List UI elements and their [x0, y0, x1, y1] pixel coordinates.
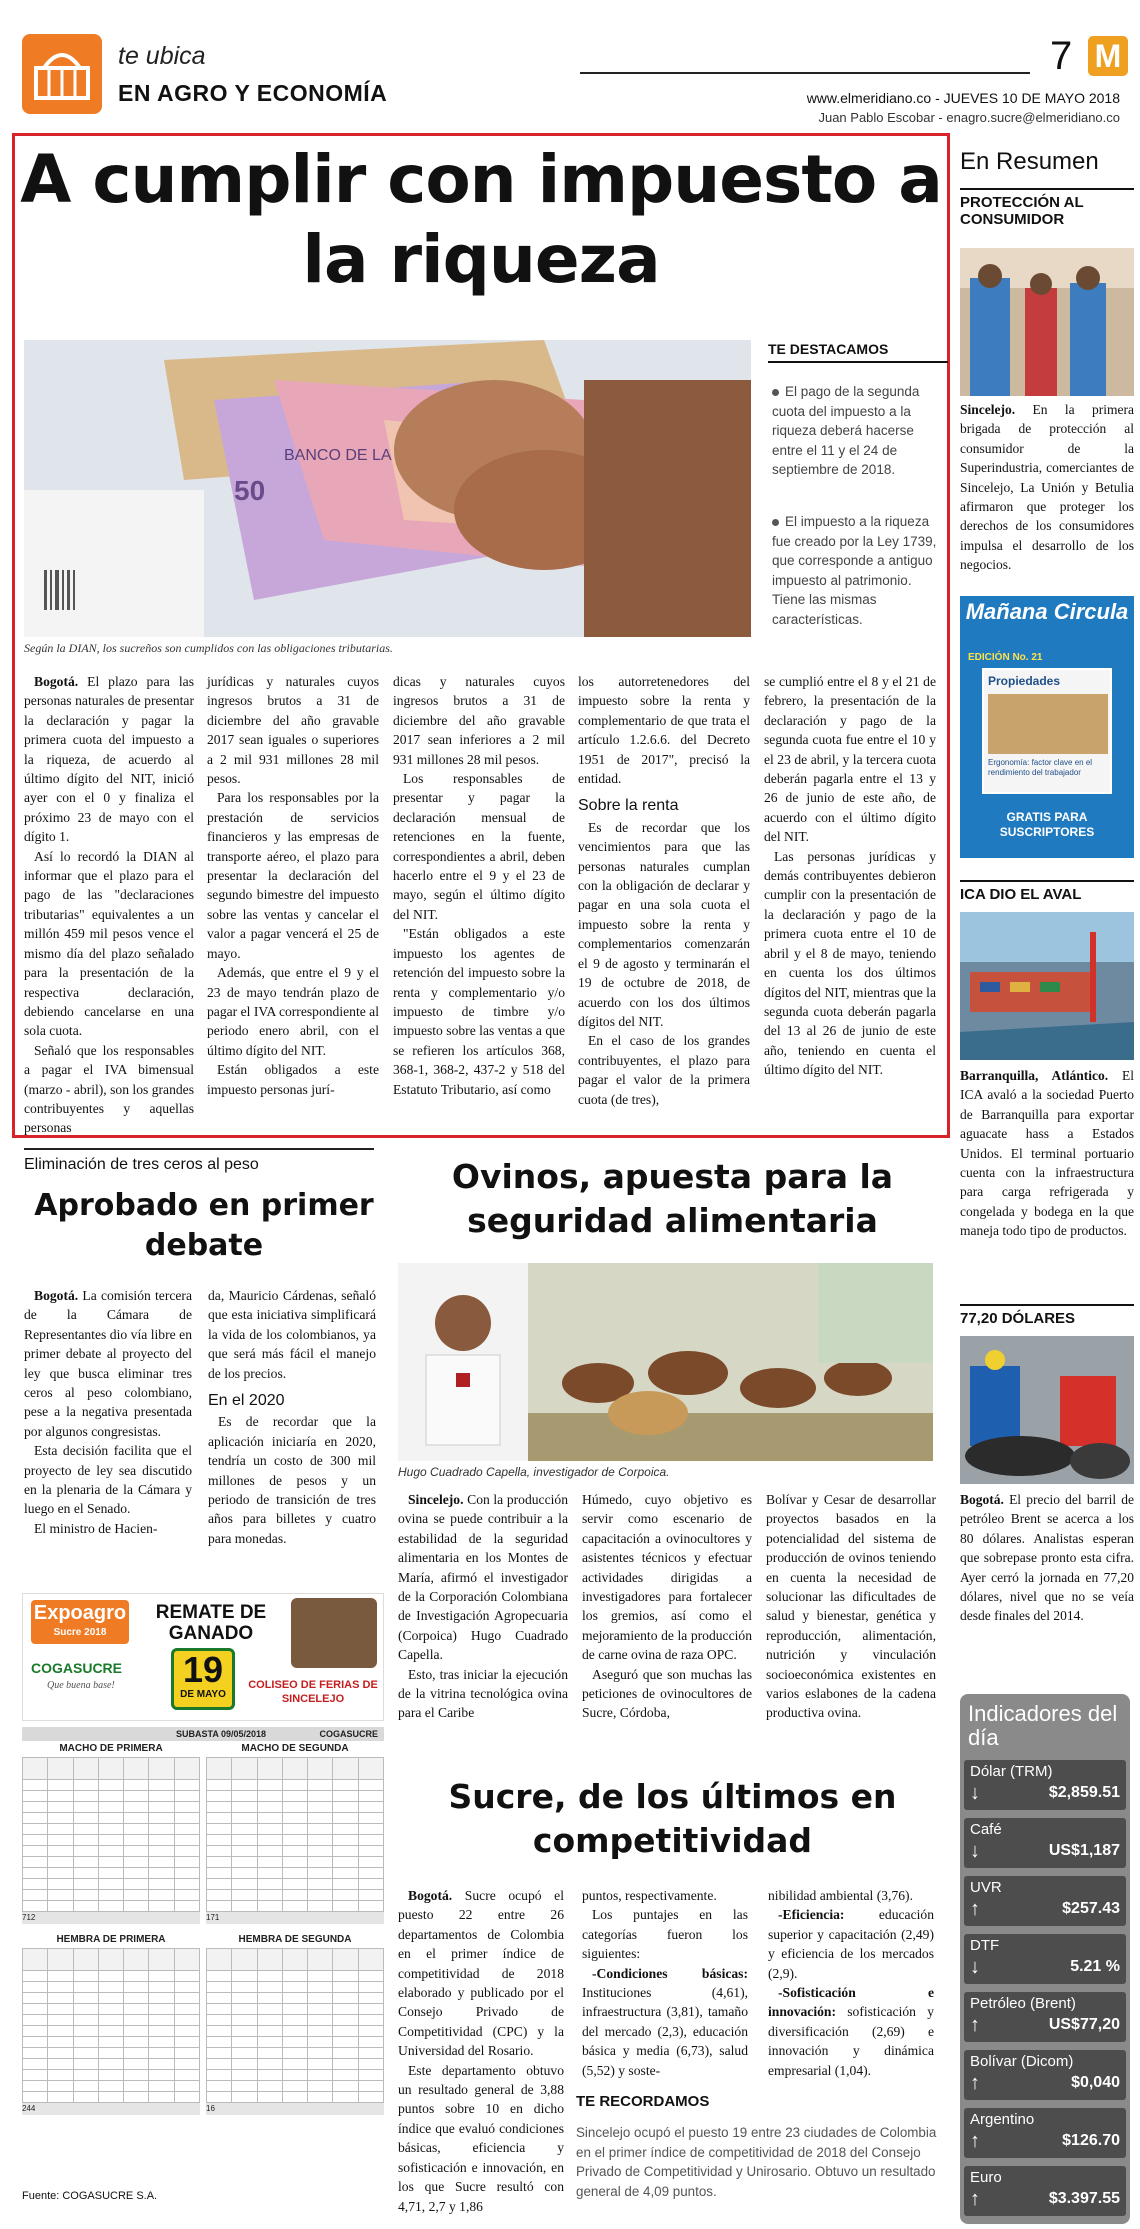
magazine-photo	[988, 694, 1108, 754]
cattle-photo	[291, 1598, 377, 1668]
table-group-title: MACHO DE SEGUNDA	[241, 1743, 349, 1754]
indicator-name: Euro	[970, 2169, 1002, 2186]
promo-title: Mañana Circula	[965, 599, 1129, 624]
indicators-title: Indicadores del día	[968, 1701, 1118, 1750]
cogasucre-logo: COGASUCRE	[31, 1660, 123, 1676]
bullet-icon	[772, 519, 779, 526]
indicator-row	[964, 1876, 1126, 1926]
auction-results-table	[22, 1727, 384, 2183]
indicator-value: $126.70	[1062, 2132, 1120, 2149]
indicator-value: $2,859.51	[1048, 1784, 1120, 1801]
indicator-name: DTF	[970, 1937, 1000, 1954]
sheep-photo	[398, 1263, 933, 1461]
indicator-value: $3.397.55	[1048, 2190, 1120, 2207]
main-article-column-3: dicas y naturales cuyos ingresos brutos a 31 de diciembre del año gravable 2017 sean inferiores a 2 mil 931 millones 28 mil pesos. Los responsables de presentar y pagar la declaración mensual de retenciones en la fuente, correspondientes a abril, deben hacerlo entre el 9 y el 23 de mayo, según el último dígito del NIT. "Están obligados a este impuesto los agentes de retención del impuesto sobre la renta y complementario y/o impuesto de timbre y/o impuesto sobre las ventas a que se refieren los artículos 368, 368-1, 368-2, 437-2 y 518 del Estatuto Tributario, así como	[393, 674, 565, 1097]
svg-text:BANCO DE LA: BANCO DE LA	[284, 447, 392, 464]
ad-headline: REMATE DE GANADO	[155, 1602, 267, 1644]
expoagro-logo: Expoagro Sucre 2018	[31, 1600, 129, 1644]
section-logo-basket-icon	[22, 34, 102, 114]
promo-edition: EDICIÓN No. 21	[968, 652, 1043, 663]
price-table	[22, 1757, 200, 1912]
indicator-name: Petróleo (Brent)	[970, 1995, 1076, 2012]
section-pre-label: te ubica	[118, 42, 206, 70]
highlight-item: El impuesto a la riqueza fue creado por la Ley 1739, que corresponde a antiguo impuesto al patrimonio. Tiene las mismas características.	[772, 514, 937, 627]
section-divider	[24, 1148, 374, 1150]
dateline: Bogotá.	[34, 674, 79, 689]
sidebar-text: Bogotá. El precio del barril de petróleo Brent se acerca a los 80 dólares. Analistas esperan que sobrepase pronto esta cifra. Ayer cerró la jornada en 77,20 dólares, nivel que no se veía desde finales del 2014.	[960, 1492, 1134, 1624]
ad-venue: COLISEO DE FERIAS DE SINCELEJO	[248, 1679, 378, 1705]
photo-caption: Hugo Cuadrado Capella, investigador de Corpoica.	[398, 1465, 670, 1479]
header-divider	[580, 72, 1030, 74]
main-headline: A cumplir con impuesto a la riqueza	[20, 141, 942, 298]
sidebar-section-title: ICA DIO EL AVAL	[960, 880, 1134, 903]
main-article-column-2: jurídicas y naturales cuyos ingresos brutos a 31 de diciembre del año gravable 2017 sean iguales o superiores a 2 mil 931 millones 28 mil pesos. Para los responsables por la prestación de servicios financieros y las empresas de transporte aéreo, el plazo para presentar la declaración del segundo bimestre del impuesto sobre las ventas y cancelar el valor a pagar vencerá el 25 de mayo. Además, que entre el 9 y el 23 de mayo tendrán plazo de pagar el IVA correspondiente al periodo enero abril, con el último dígito del NIT. Están obligados a este impuesto personas jurí-	[207, 674, 379, 1097]
article-headline: Aprobado en primer debate	[34, 1188, 374, 1263]
oil-workers-photo	[960, 1336, 1134, 1484]
sucre-column-3: nibilidad ambiental (3,76). -Eficiencia: educación superior y capacitación (2,49) y eficiencia de los mercados (2,9). -Sofisticación e innovación: sofisticación y diversificación (2,69) e innovación y dinámica empresarial (1,04).	[768, 1888, 934, 2078]
table-total: 244	[22, 2103, 200, 2115]
arrow-down-icon: ↓	[970, 1956, 980, 1978]
sidebar-title: En Resumen	[960, 148, 1099, 175]
indicator-value: 5.21 %	[1070, 1958, 1120, 1975]
price-table	[206, 1757, 384, 1912]
indicator-value: $0,040	[1071, 2074, 1120, 2091]
article-headline: Ovinos, apuesta para la seguridad alimentaria	[451, 1157, 894, 1240]
sucre-column-1: Bogotá. Sucre ocupó el puesto 22 entre 26 departamentos de Colombia en el primer índice de competitividad de 2018 elaborado y publicado por el Consejo Privado de Competitividad (CPC) y la Universidad del Rosario. Este departamento obtuvo un resultado general de 3,88 puntos sobre 10 en dicho índice que evaluó condiciones básicas, eficiencia y sofisticación e innovación, en los que Sucre resultó con 4,71, 2,7 y 1,86	[398, 1888, 564, 2214]
author-line[interactable]: Juan Pablo Escobar - enagro.sucre@elmeridiano.co	[818, 110, 1120, 125]
table-group-title: HEMBRA DE SEGUNDA	[238, 1934, 352, 1945]
newspaper-logo: M	[1088, 36, 1128, 76]
svg-text:50: 50	[234, 475, 266, 506]
cattle-auction-ad[interactable]	[22, 1593, 384, 1721]
sidebar-section-title: 77,20 DÓLARES	[960, 1304, 1134, 1327]
kicker: Eliminación de tres ceros al peso	[24, 1156, 259, 1173]
indicator-row	[964, 1934, 1126, 1984]
ovinos-column-1: Sincelejo. Con la producción ovina se puede contribuir a la estabilidad de la seguridad alimentaria en los Montes de María, afirmó el investigador de la Corporación Colombiana de Investigación Agropecuaria (Corpoica) Hugo Cuadrado Capella. Esto, tras iniciar la ejecución de la vitrina tecnológica ovina para el Caribe	[398, 1492, 568, 1721]
arrow-down-icon: ↓	[970, 1840, 980, 1862]
promo-supplement[interactable]	[960, 596, 1134, 858]
subheading: Sobre la renta	[578, 797, 679, 815]
indicator-value: US$1,187	[1048, 1842, 1120, 1859]
indicator-row	[964, 1818, 1126, 1868]
date-line[interactable]: www.elmeridiano.co - JUEVES 10 DE MAYO 2018	[806, 90, 1120, 106]
sucre-column-2: puntos, respectivamente. Los puntajes en las categorías fueron los siguientes: -Condiciones básicas: Instituciones (4,61), infraestructura (3,81), tamaño del mercado (2,3), educación básica y media (6,73), salud (5,52) y soste-	[582, 1888, 748, 2078]
highlights-title: TE DESTACAMOS	[768, 341, 948, 363]
port-photo	[960, 912, 1134, 1060]
table-title-bar: SUBASTA 09/05/2018 COGASUCRE	[22, 1727, 384, 1741]
indicator-name: UVR	[970, 1879, 1002, 1896]
aprobado-column-2: da, Mauricio Cárdenas, señaló que esta iniciativa simplificará la vida de los colombianos, ya que será más fácil el manejo de los precios. En el 2020 Es de recordar que la aplicación iniciaría en 2020, tendría un costo de 300 mil millones de pesos y un periodo de transición de tres años para billetes y cuatro para monedas.	[208, 1288, 376, 1546]
subheading: En el 2020	[208, 1392, 285, 1410]
promo-footer: GRATIS PARA SUSCRIPTORES	[999, 810, 1095, 839]
arrow-up-icon: ↑	[970, 2072, 980, 2094]
table-group-title: HEMBRA DE PRIMERA	[56, 1934, 166, 1945]
bullet-icon	[772, 389, 779, 396]
table-group-title: MACHO DE PRIMERA	[59, 1743, 163, 1754]
indicator-name: Café	[970, 1821, 1002, 1838]
page-number: 7	[1050, 34, 1073, 78]
article-headline: Sucre, de los últimos en competitividad	[448, 1777, 897, 1860]
indicator-row	[964, 2166, 1126, 2216]
indicator-row	[964, 1760, 1126, 1810]
table-total: 171	[206, 1912, 384, 1924]
sidebar-text: Sincelejo. En la primera brigada de protección al consumidor de la Superindustria, comerciantes de Sincelejo, La Unión y Betulia afirmaron que proteger los derechos de los consumidores impulsa el desarrollo de los negocios.	[960, 402, 1135, 573]
ovinos-column-3: Bolívar y Cesar de desarrollar proyectos basados en la potencialidad del sistema de producción de ovinos teniendo en cuenta la necesidad de solucionar las dificultades de salud y bienestar, genética y reproducción, alimentación, nutrición y vinculación socioeconómica existentes en varios eslabones de la cadena productiva ovina.	[766, 1492, 936, 1721]
arrow-up-icon: ↑	[970, 2188, 980, 2210]
table-source: Fuente: COGASUCRE S.A.	[22, 2190, 158, 2202]
sidebar-section-title: PROTECCIÓN AL CONSUMIDOR	[960, 188, 1134, 228]
reminder-text: Sincelejo ocupó el puesto 19 entre 23 ciudades de Colombia en el primer índice de competitividad de 2018 del Consejo Privado de Competitividad y Unirosario. Obtuvo un resultado general de 4,09 puntos.	[576, 2125, 937, 2199]
table-total: 16	[206, 2103, 384, 2115]
arrow-down-icon: ↓	[970, 1782, 980, 1804]
ad-slogan: Que buena base!	[47, 1680, 115, 1691]
price-table	[22, 1948, 200, 2103]
arrow-up-icon: ↑	[970, 2014, 980, 2036]
indicator-name: Argentino	[970, 2111, 1035, 2128]
photo-caption: Según la DIAN, los sucreños son cumplidos con las obligaciones tributarias.	[24, 641, 393, 655]
ad-date-badge: 19 DE MAYO	[171, 1648, 235, 1710]
consumer-brigade-photo	[960, 248, 1134, 396]
magazine-headline: Ergonomía: factor clave en el rendimiento del trabajador	[988, 758, 1093, 777]
section-name: EN AGRO Y ECONOMÍA	[118, 80, 388, 106]
indicator-row	[964, 1992, 1126, 2042]
arrow-up-icon: ↑	[970, 1898, 980, 1920]
ovinos-column-2: Húmedo, cuyo objetivo es servir como escenario de capacitación a ovinocultores y asistentes técnicos y efectuar actividades dirigidas a investigadores para fortalecer los gremios, así como el mejoramiento de la producción de carne ovina de raza OPC. Aseguró que son muchas las peticiones de ovinocultores de Sucre, Córdoba,	[582, 1492, 752, 1721]
reminder-title: TE RECORDAMOS	[576, 2093, 710, 2110]
price-table	[206, 1948, 384, 2103]
main-article-column-5: se cumplió entre el 8 y el 21 de febrero, la presentación de la declaración y pago de la segunda cuota fue entre el 10 y el 23 de abril, y la tercera cuota deberán pagarla entre el 13 y 26 de junio de este año, de acuerdo con el último dígito del NIT. Las personas jurídicas y demás contribuyentes debieron cumplir con la presentación de la declaración y pago de la primera cuota entre el 10 de abril y el 8 de mayo, teniendo en cuenta los dos últimos dígitos del NIT, mientras que la segunda cuota deberán pagarla del 13 al 26 de junio de este año, teniendo en cuenta el último dígito del NIT.	[764, 674, 936, 1078]
magazine-name: Propiedades	[988, 674, 1061, 688]
indicator-row	[964, 2050, 1126, 2100]
indicator-name: Bolívar (Dicom)	[970, 2053, 1074, 2070]
indicator-value: $257.43	[1062, 1900, 1120, 1917]
indicator-row	[964, 2108, 1126, 2158]
sidebar-text: Barranquilla, Atlántico. El ICA avaló a la sociedad Puerto de Barranquilla para exportar aguacate hass a Estados Unidos. El terminal portuario cuenta con la infraestructura para carga refrigerada y congelada y bodega en la que maneja todo tipo de productos.	[960, 1068, 1135, 1239]
indicator-name: Dólar (TRM)	[970, 1763, 1053, 1780]
highlight-item: El pago de la segunda cuota del impuesto a la riqueza deberá hacerse entre el 11 y el 24 de septiembre de 2018.	[772, 384, 920, 477]
banknotes-photo	[24, 340, 751, 637]
indicator-value: US$77,20	[1048, 2016, 1120, 2033]
table-total: 712	[22, 1912, 200, 1924]
main-article-column-4: los autorretenedores del impuesto sobre la renta y complementario de que trata el artículo 1.2.6.6. del Decreto 1951 de 2017", precisó la entidad. Sobre la renta Es de recordar que los vencimientos para que las personas naturales cumplan con la obligación de declarar y pagar en una sola cuota el impuesto sobre la renta y complementarios comenzarán el 9 de agosto y terminarán el 19 de octubre de 2018, de acuerdo con los dos últimos dígitos del NIT. En el caso de los grandes contribuyentes, el plazo para pagar el valor de la primera cuota (de tres),	[578, 674, 750, 1107]
main-article-column-1: Bogotá. El plazo para las personas naturales de presentar la declaración y pagar la primera cuota del impuesto a la riqueza, de acuerdo al último dígito del NIT, inició ayer con el 0 y finaliza el próximo 23 de mayo con el dígito 1. Así lo recordó la DIAN al informar que el plazo para el pago de las "declaraciones tributarias" equivalentes a un millón 459 mil pesos vence el mismo día del plazo señalado para la presentación de la respectiva declaración, debiendo cancelarse en una sola cuota. Señaló que los responsables a pagar el IVA bimensual (marzo - abril), son los grandes contribuyentes y aquellas personas	[24, 674, 194, 1136]
arrow-up-icon: ↑	[970, 2130, 980, 2152]
magazine-cover	[982, 668, 1112, 794]
aprobado-column-1: Bogotá. La comisión tercera de la Cámara de Representantes dio vía libre en primer debate al proyecto del ley que busca eliminar tres ceros al peso colombiano, pese a la negativa presentada por algunos congresistas. Esta decisión facilita que el proyecto de ley sea discutido en la plenaria de la Cámara y luego en el Senado. El ministro de Hacien-	[24, 1288, 192, 1536]
